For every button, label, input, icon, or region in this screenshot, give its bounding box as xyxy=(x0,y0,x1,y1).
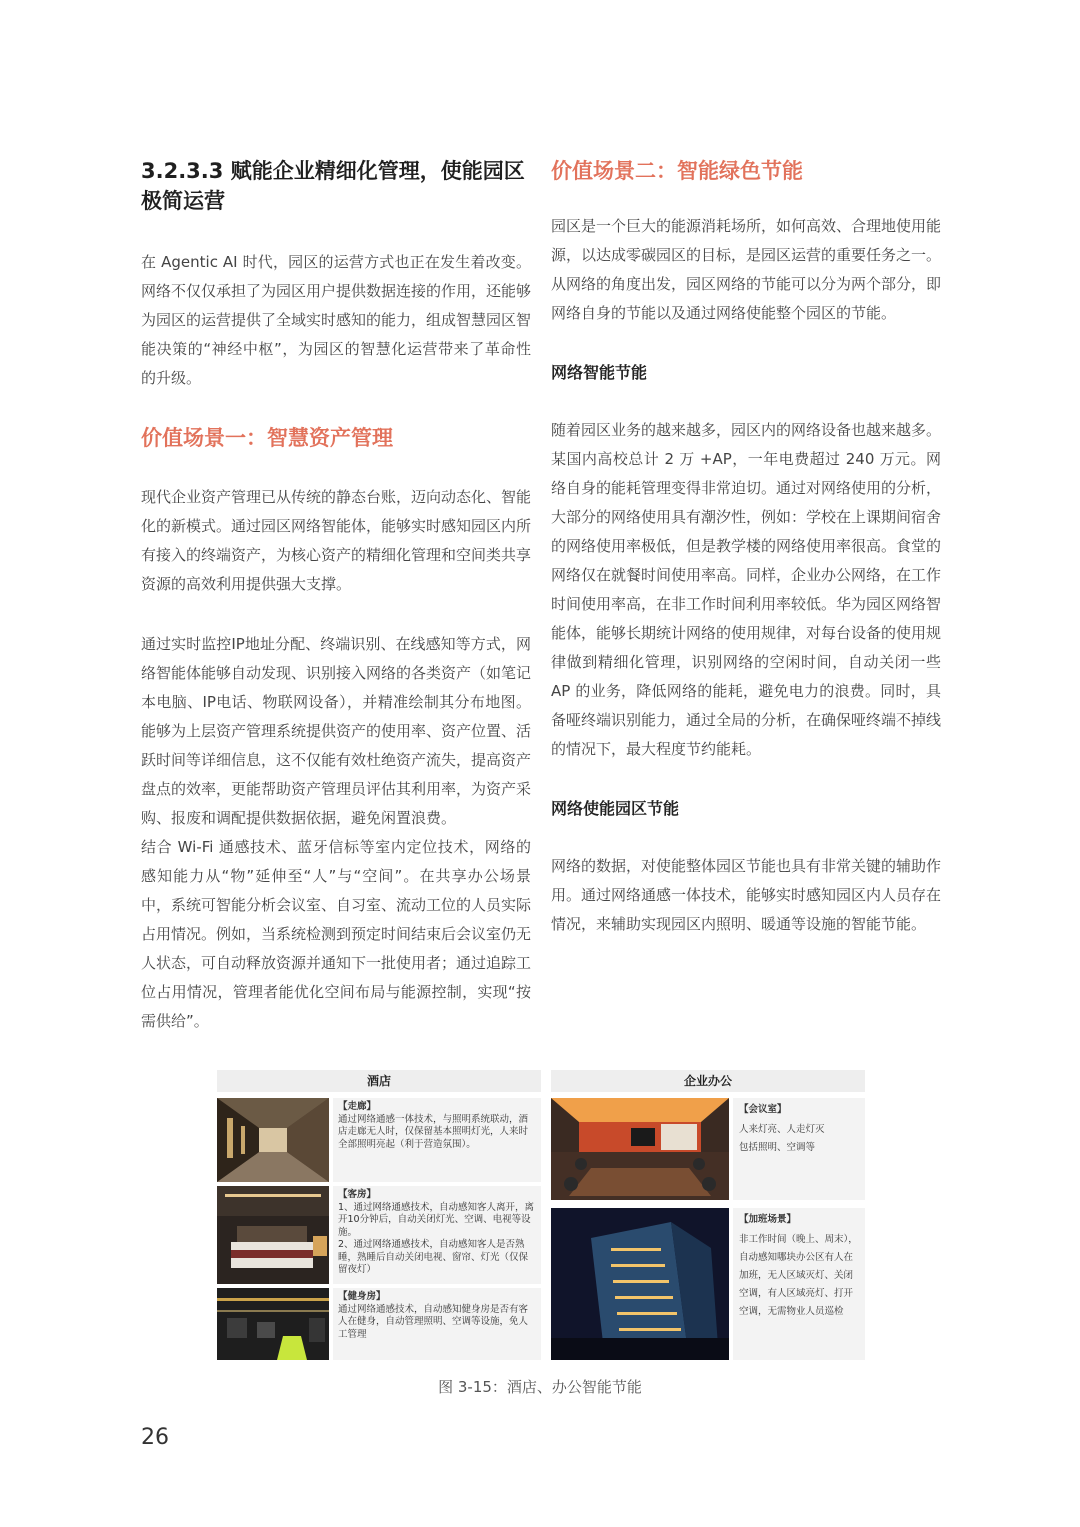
scene2-intro: 园区是一个巨大的能源消耗场所，如何高效、合理地使用能源，以达成零碳园区的目标，是园区运营的重要任务之一。从网络的角度出发，园区网络的节能可以分为两个部分，即网络自身的节能以及通过网络使能整个园区的节能。 xyxy=(551,217,942,322)
gym-tag: 【健身房】 xyxy=(338,1291,386,1302)
corridor-description xyxy=(333,1098,541,1182)
gym-photo xyxy=(217,1288,329,1360)
office-building-photo xyxy=(551,1208,729,1360)
guest-room-photo xyxy=(217,1186,329,1284)
section-title: 3.2.3.3 赋能企业精细化管理，使能园区极简运营 xyxy=(141,159,525,213)
left-column xyxy=(141,156,531,1036)
corridor-text: 通过网络通感一体技术，与照明系统联动，酒店走廊无人时，仅保留基本照明灯光，人来时全部照明亮起（利于营造氛围）。 xyxy=(338,1113,529,1150)
network-energy-paragraph: 随着园区业务的越来越多，园区内的网络设备也越来越多。某国内高校总计 2 万 +AP，一年电费超过 240 万元。网络自身的能耗管理变得非常迫切。通过对网络使用的分析，大部分的网络使用具有潮汐性，例如：学校在上课期间宿舍的网络使用率极低，但是教学楼的网络使用率很高。食堂的网络仅在就餐时间使用率高。同样，企业办公网络，在工作时间使用率高，在非工作时间利用率较低。华为园区网络智能体，能够长期统计网络的使用规律，对每台设备的使用规律做到精细化管理，识别网络的空闲时间，自动关闭一些 AP 的业务，降低网络的能耗，避免电力的浪费。同时，具备哑终端识别能力，通过全局的分析，在确保哑终端不掉线的情况下，最大程度节约能耗。 xyxy=(551,421,942,758)
corridor-photo xyxy=(217,1098,329,1182)
figure-caption: 图 3-15：酒店、办公智能节能 xyxy=(438,1378,642,1396)
subheading-campus-energy: 网络使能园区节能 xyxy=(551,799,680,818)
hotel-room-row xyxy=(217,1186,541,1284)
meeting-room-photo xyxy=(551,1098,729,1200)
office-panel xyxy=(551,1070,865,1317)
office-header: 企业办公 xyxy=(551,1070,865,1092)
right-column xyxy=(551,156,941,939)
scene2-title: 价值场景二：智能绿色节能 xyxy=(551,159,803,183)
room-tag: 【客房】 xyxy=(338,1189,377,1200)
corridor-tag: 【走廊】 xyxy=(338,1101,377,1112)
hotel-corridor-row xyxy=(217,1098,541,1182)
gym-description xyxy=(333,1288,541,1360)
office-meeting-row xyxy=(551,1098,865,1200)
room-text: 1、通过网络通感技术，自动感知客人离开，离开10分钟后，自动关闭灯光、空调、电视等设施。 2、通过网络通感技术，自动感知客人是否熟睡，熟睡后自动关闭电视、窗帘、灯光（仅保留夜灯） xyxy=(338,1201,535,1275)
room-description xyxy=(333,1186,541,1284)
overtime-text: 非工作时间（晚上、周末），自动感知哪块办公区有人在加班，无人区域灭灯、关闭空调，有人区域亮灯、打开空调，无需物业人员巡检 xyxy=(739,1233,858,1317)
scene1-paragraph-2: 通过实时监控IP地址分配、终端识别、在线感知等方式，网络智能体能够自动发现、识别接入网络的各类资产（如笔记本电脑、IP电话、物联网设备），并精准绘制其分布地图。能够为上层资产管理系统提供资产的使用率、资产位置、活跃时间等详细信息，这不仅能有效杜绝资产流失，提高资产盘点的效率，更能帮助资产管理员评估其利用率，为资产采购、报废和调配提供数据依据，避免闲置浪费。 xyxy=(141,635,532,827)
scene1-paragraph-1: 现代企业资产管理已从传统的静态台账，迈向动态化、智能化的新模式。通过园区网络智能体，能够实时感知园区内所有接入的终端资产，为核心资产的精细化管理和空间类共享资源的高效利用提供强大支撑。 xyxy=(141,488,532,593)
overtime-tag: 【加班场景】 xyxy=(739,1214,797,1225)
office-overtime-row xyxy=(551,1208,865,1360)
subheading-network-energy: 网络智能节能 xyxy=(551,363,648,382)
campus-energy-paragraph: 网络的数据，对使能整体园区节能也具有非常关键的辅助作用。通过网络通感一体技术，能够实时感知园区内人员存在情况，来辅助实现园区内照明、暖通等设施的智能节能。 xyxy=(551,857,942,933)
page-number: 26 xyxy=(141,1425,169,1450)
meeting-room-text: 人来灯亮、人走灯灭 包括照明、空调等 xyxy=(739,1123,825,1153)
meeting-room-tag: 【会议室】 xyxy=(739,1104,787,1115)
hotel-panel xyxy=(217,1070,541,1340)
hotel-gym-row xyxy=(217,1288,541,1360)
energy-saving-figure xyxy=(217,1070,865,1360)
intro-paragraph: 在 Agentic AI 时代，园区的运营方式也正在发生着改变。网络不仅仅承担了为园区用户提供数据连接的作用，还能够为园区的运营提供了全域实时感知的能力，组成智慧园区智能决策的“神经中枢”，为园区的智慧化运营带来了革命性的升级。 xyxy=(141,253,532,387)
meeting-room-description xyxy=(733,1098,865,1200)
overtime-description xyxy=(733,1208,865,1360)
gym-text: 通过网络通感技术，自动感知健身房是否有客人在健身，自动管理照明、空调等设施，免人工管理 xyxy=(338,1303,529,1340)
scene1-paragraph-3: 结合 Wi-Fi 通感技术、蓝牙信标等室内定位技术，网络的感知能力从“物”延伸至“人”与“空间”。在共享办公场景中，系统可智能分析会议室、自习室、流动工位的人员实际占用情况。例如，当系统检测到预定时间结束后会议室仍无人状态，可自动释放资源并通知下一批使用者；通过追踪工位占用情况，管理者能优化空间布局与能源控制，实现“按需供给”。 xyxy=(141,838,532,1030)
hotel-header: 酒店 xyxy=(217,1070,541,1092)
scene1-title: 价值场景一：智慧资产管理 xyxy=(141,426,393,450)
